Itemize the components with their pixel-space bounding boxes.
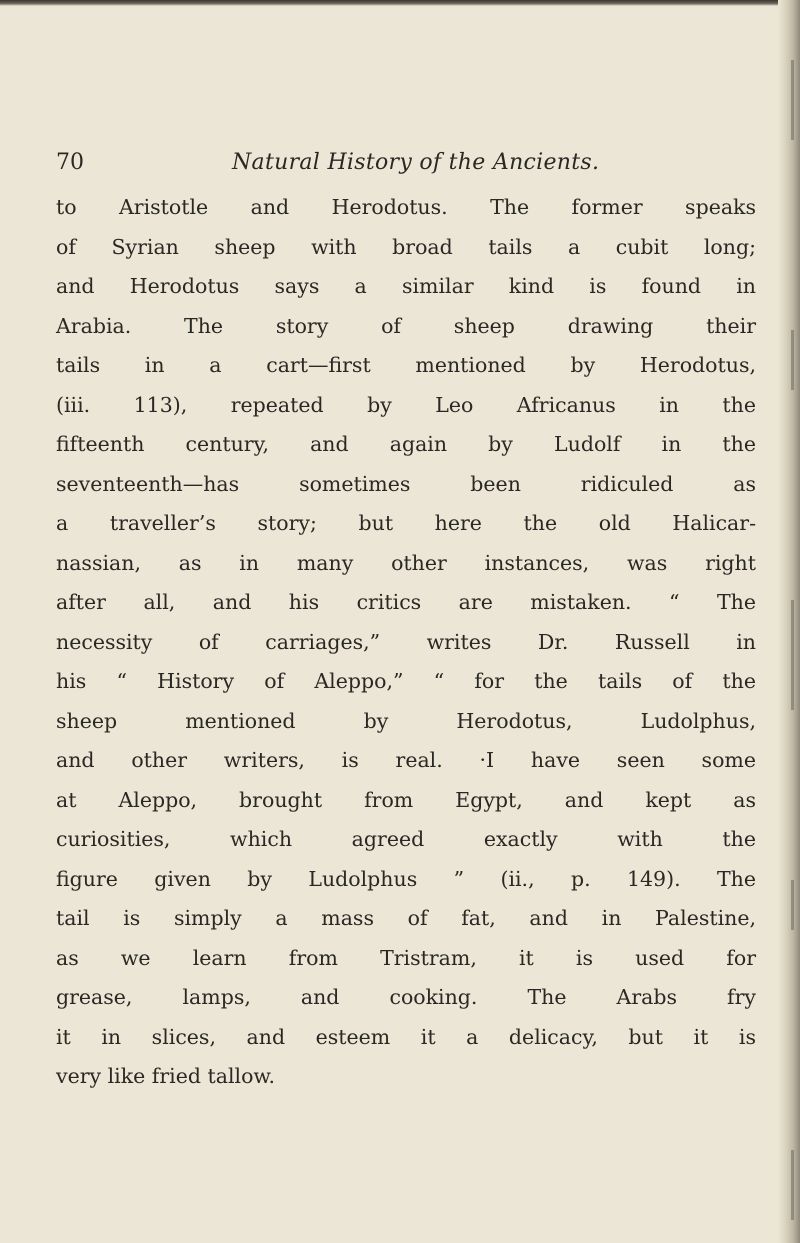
text-line: nassian, as in many other instances, was right [56, 550, 756, 575]
text-line: seventeenth—has sometimes been ridiculed as [56, 471, 756, 496]
text-line: his “ History of Aleppo,” “ for the tails of the [56, 669, 756, 693]
text-line: curiosities, which agreed exactly with the [56, 827, 756, 851]
text-line: (iii. 113), repeated by Leo Africanus in the [56, 392, 756, 417]
text-line: to Aristotle and Herodotus. The former speaks [56, 195, 756, 219]
text-line: as we learn from Tristram, it is used for [56, 945, 756, 970]
text-line: necessity of carriages,” writes Dr. Russell in [56, 629, 756, 654]
page-binding-edge [778, 0, 800, 1243]
text-line: after all, and his critics are mistaken. “ The [56, 590, 756, 614]
page-top-edge [0, 0, 800, 6]
text-line: sheep mentioned by Herodotus, Ludolphus, [56, 708, 756, 733]
running-title: Natural History of the Ancients. [232, 150, 600, 175]
text-line: very like fried tallow. [56, 1064, 276, 1088]
page-number: 70 [56, 150, 84, 175]
text-line: fifteenth century, and again by Ludolf in the [56, 432, 756, 456]
text-line: of Syrian sheep with broad tails a cubit long; [56, 234, 756, 259]
text-line: and other writers, is real. ·I have seen some [56, 748, 756, 772]
text-line: and Herodotus says a similar kind is found in [56, 274, 756, 298]
text-line: Arabia. The story of sheep drawing their [56, 313, 756, 338]
text-line: tail is simply a mass of fat, and in Palestine, [56, 906, 756, 930]
text-line: grease, lamps, and cooking. The Arabs fry [56, 985, 756, 1009]
text-line: it in slices, and esteem it a delicacy, but it is [56, 1024, 756, 1049]
text-line: a traveller’s story; but here the old Halicar- [56, 511, 756, 535]
text-line: figure given by Ludolphus ” (ii., p. 149). The [56, 866, 756, 891]
page-header [56, 150, 756, 190]
body-text [56, 188, 756, 1097]
text-line: at Aleppo, brought from Egypt, and kept as [56, 787, 756, 812]
text-line: tails in a cart—first mentioned by Herodotus, [56, 353, 756, 377]
